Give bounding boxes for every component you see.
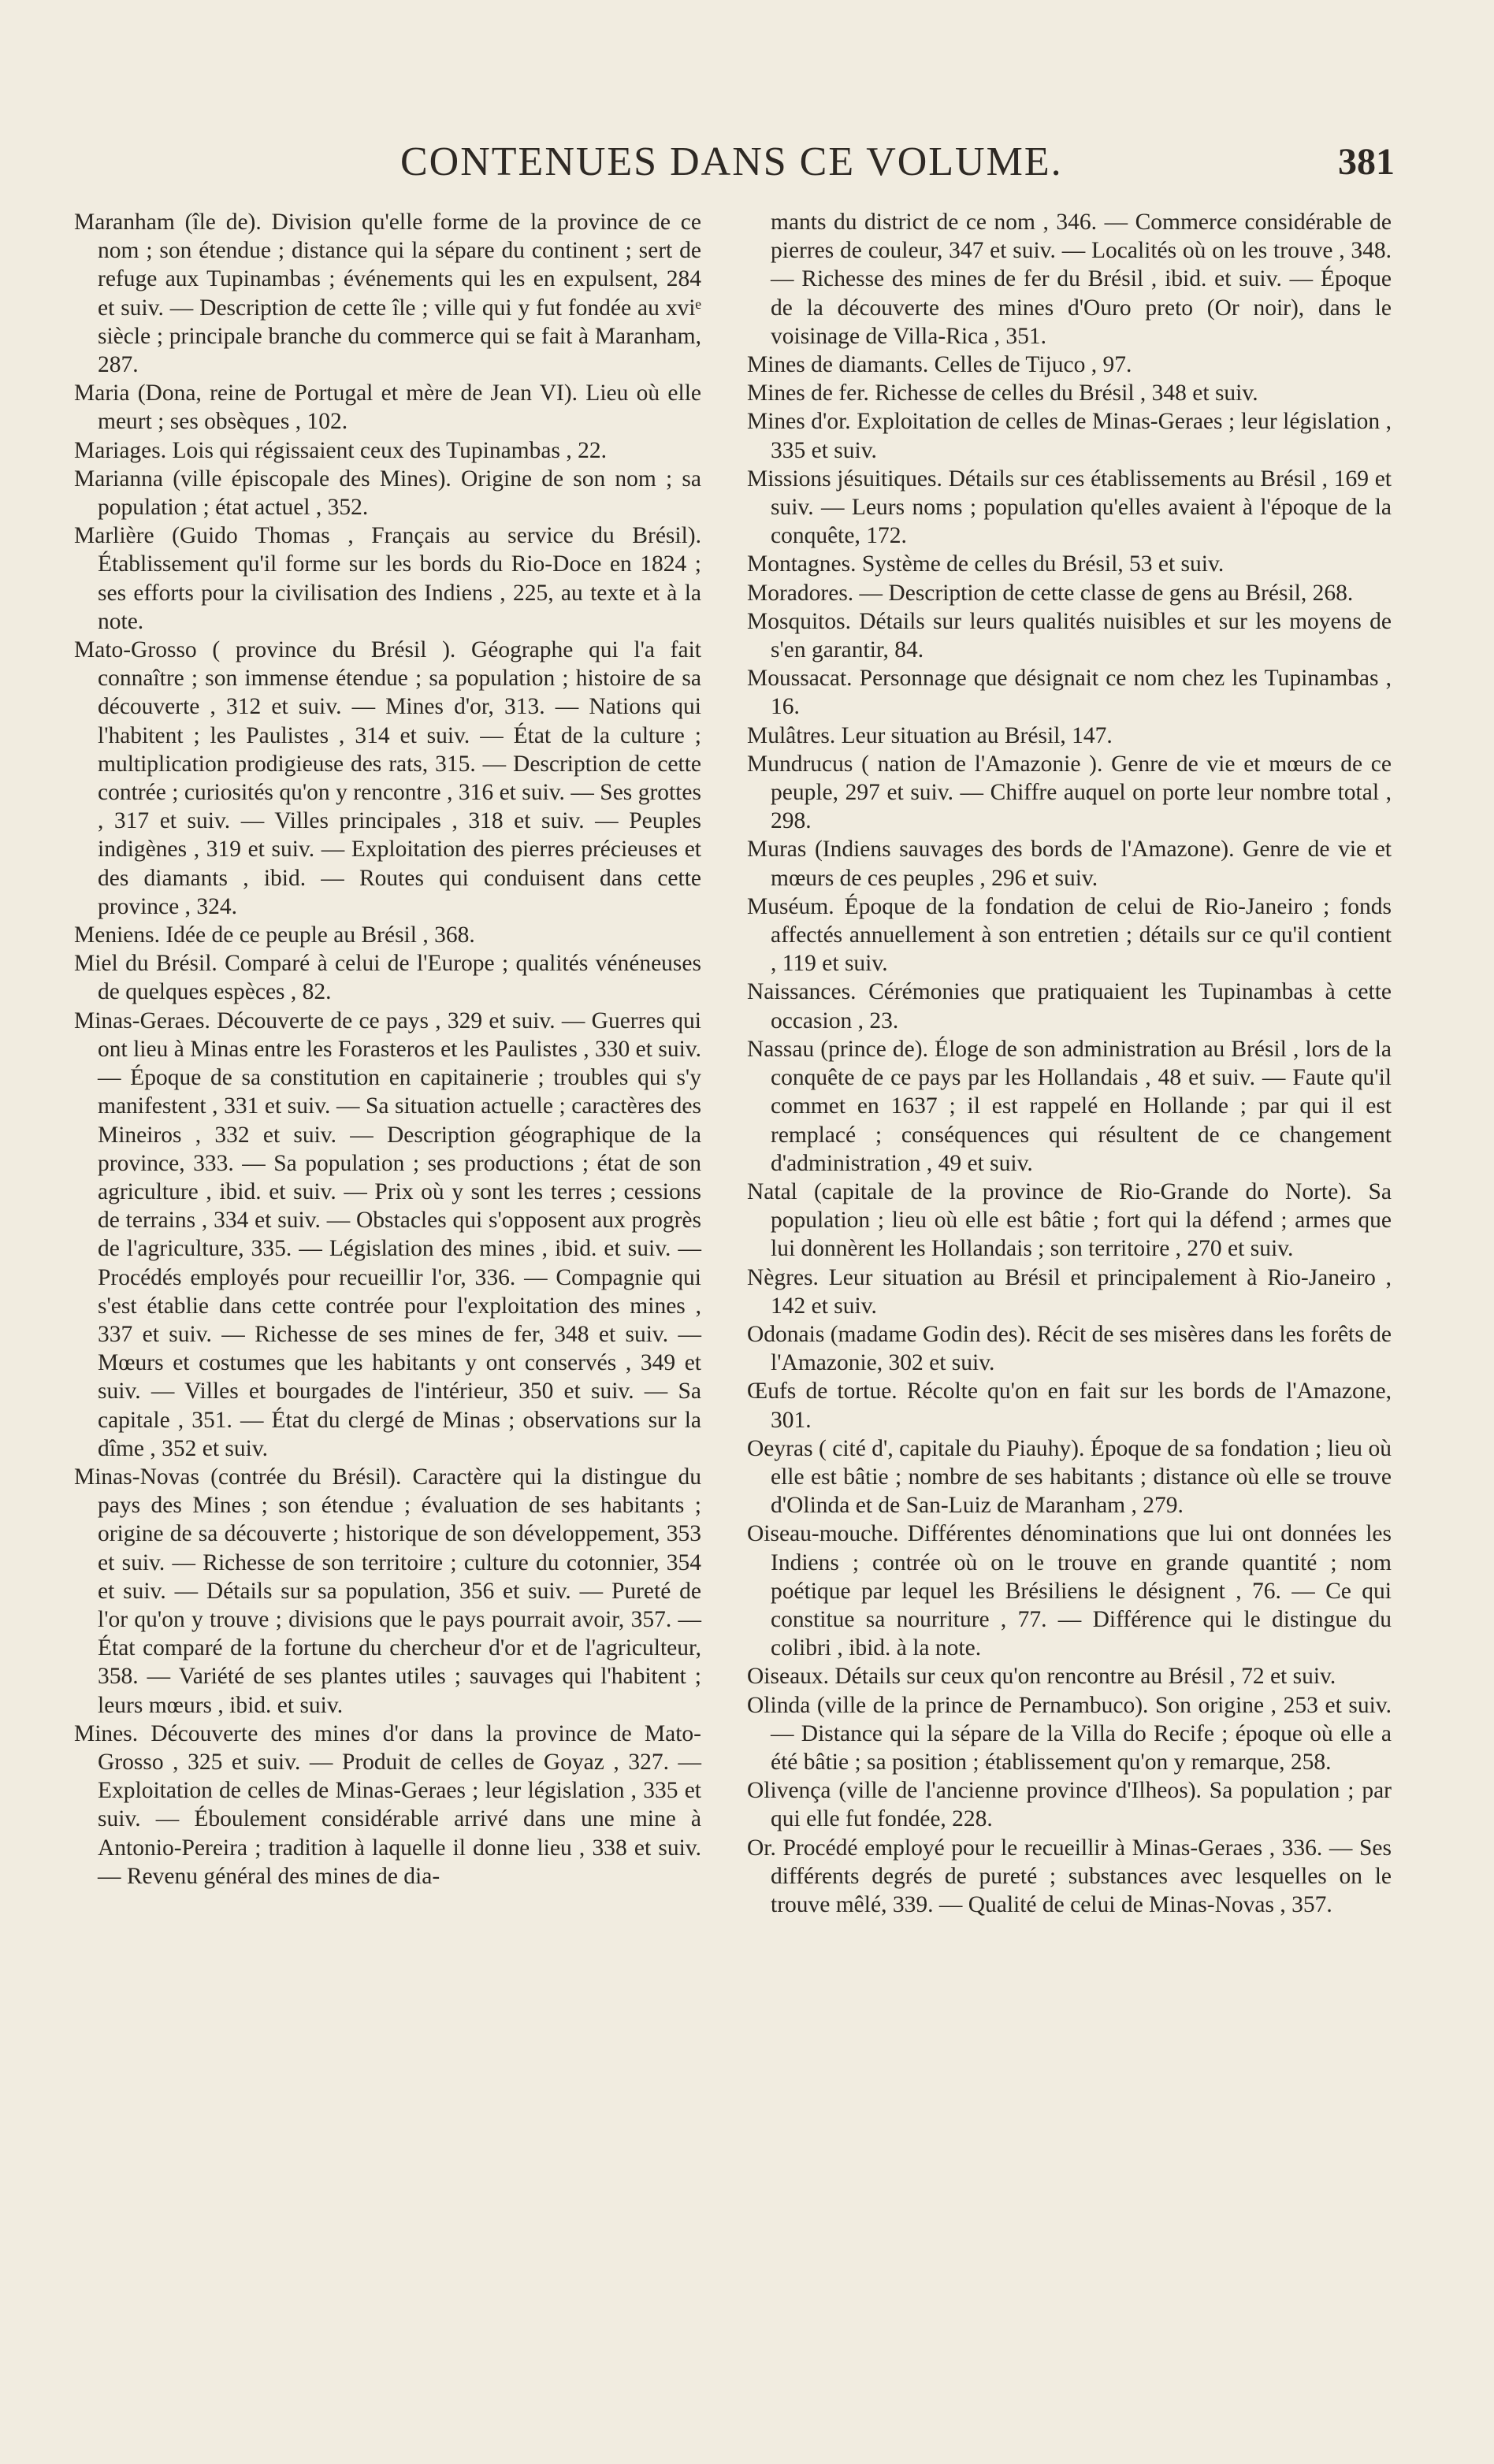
index-entry-olinda: Olinda (ville de la prince de Pernambuco). Son origine , 253 et suiv. — Distance qui la sépare de la Villa do Recife ; époque où elle a été bâtie ; sa position ; établissement qu'on y remarque, 258.	[747, 1692, 1392, 1775]
index-entry-maranham: Maranham (île de). Division qu'elle forme de la province de ce nom ; son étendue ; distance qui la sépare du continent ; sert de refuge aux Tupinambas ; événements qui les en expulsent, 284 et suiv. — Description de cette île ; ville qui y fut fondée au xviᵉ siècle ; principale branche du commerce qui se fait à Maranham, 287.	[74, 210, 701, 378]
index-entry-negres: Nègres. Leur situation au Brésil et principalement à Rio-Janeiro , 142 et suiv.	[747, 1264, 1392, 1319]
index-entry-mines-continued: mants du district de ce nom , 346. — Commerce considérable de pierres de couleur, 347 et suiv. — Localités où on les trouve , 348. — Richesse des mines de fer du Brésil , ibid. et suiv. — Époque de la découverte des mines d'Ouro preto (Or noir), dans le voisinage de Villa-Rica , 351.	[771, 210, 1392, 349]
index-entry-olivenca: Olivença (ville de l'ancienne province d'Ilheos). Sa population ; par qui elle fut fondée, 228.	[747, 1778, 1392, 1832]
index-entry-mines: Mines. Découverte des mines d'or dans la province de Mato-Grosso , 325 et suiv. — Produit de celles de Goyaz , 327. — Exploitation de celles de Minas-Geraes ; leur législation , 335 et suiv. — Éboulement considérable arrivé dans une mine à Antonio-Pereira ; tradition à laquelle il donne lieu , 338 et suiv. — Revenu général des mines de dia-	[74, 1720, 701, 1889]
index-entry-maria: Maria (Dona, reine de Portugal et mère de Jean VI). Lieu où elle meurt ; ses obsèques , 102.	[74, 380, 701, 435]
index-entry-odonais: Odonais (madame Godin des). Récit de ses misères dans les forêts de l'Amazonie, 302 et suiv.	[747, 1321, 1392, 1376]
index-entry-marliere: Marlière (Guido Thomas , Français au service du Brésil). Établissement qu'il forme sur les bords du Rio-Doce en 1824 ; ses efforts pour la civilisation des Indiens , 225, au texte et à la note.	[74, 523, 701, 634]
index-entry-mulatres: Mulâtres. Leur situation au Brésil, 147.	[747, 722, 1113, 748]
index-entry-oiseaux: Oiseaux. Détails sur ceux qu'on rencontre au Brésil , 72 et suiv.	[747, 1664, 1336, 1690]
index-column-left	[74, 208, 701, 1891]
index-entry-meniens: Meniens. Idée de ce peuple au Brésil , 368.	[74, 922, 475, 948]
index-entry-moussacat: Moussacat. Personnage que désignait ce nom chez les Tupinambas , 16.	[747, 666, 1392, 720]
index-entry-oiseau-mouche: Oiseau-mouche. Différentes dénominations que lui ont données les Indiens ; contrée où on le trouve en grande quantité ; nom poétique par lequel les Brésiliens le désignent , 76. — Ce qui constitue sa nourriture , 77. — Différence qui le distingue du colibri , ibid. à la note.	[747, 1521, 1392, 1661]
index-entry-minas-novas: Minas-Novas (contrée du Brésil). Caractère qui la distingue du pays des Mines ; son étendue ; évaluation de ses habitants ; origine de sa découverte ; historique de son développement, 353 et suiv. — Richesse de son territoire ; culture du cotonnier, 354 et suiv. — Détails sur sa population, 356 et suiv. — Pureté de l'or qu'on y trouve ; divisions que le pays pourrait avoir, 357. — État comparé de la fortune du chercheur d'or et de l'agriculteur, 358. — Variété de ses plantes utiles ; sauvages qui l'habitent ; leurs mœurs , ibid. et suiv.	[74, 1464, 701, 1718]
index-entry-moradores: Moradores. — Description de cette classe de gens au Brésil, 268.	[747, 580, 1354, 606]
index-entry-muras: Muras (Indiens sauvages des bords de l'Amazone). Genre de vie et mœurs de ces peuples , 296 et suiv.	[747, 837, 1392, 891]
index-entry-naissances: Naissances. Cérémonies que pratiquaient les Tupinambas à cette occasion , 23.	[747, 979, 1392, 1033]
index-column-right	[747, 208, 1392, 1919]
index-entry-montagnes: Montagnes. Système de celles du Brésil, 53 et suiv.	[747, 551, 1225, 577]
index-entry-mato-grosso: Mato-Grosso ( province du Brésil ). Géographe qui l'a fait connaître ; son immense étendue ; sa population ; histoire de sa découverte , 312 et suiv. — Mines d'or, 313. — Nations qui l'habitent ; les Paulistes , 314 et suiv. — État de la culture ; multiplication prodigieuse des rats, 315. — Description de cette contrée ; curiosités qu'on y rencontre , 316 et suiv. — Ses grottes , 317 et suiv. — Villes principales , 318 et suiv. — Peuples indigènes , 319 et suiv. — Exploitation des pierres précieuses et des diamants , ibid. — Routes qui conduisent dans cette province , 324.	[74, 637, 701, 919]
index-entry-mines-de-diamants: Mines de diamants. Celles de Tijuco , 97.	[747, 352, 1132, 378]
index-entry-nassau: Nassau (prince de). Éloge de son administration au Brésil , lors de la conquête de ce pays par les Hollandais , 48 et suiv. — Faute qu'il commet en 1637 ; il est rappelé en Hollande ; par qui il est remplacé ; conséquences qui résultent de ce changement d'administration , 49 et suiv.	[747, 1036, 1392, 1176]
index-entry-museum: Muséum. Époque de la fondation de celui de Rio-Janeiro ; fonds affectés annuellement à son entretien ; détails sur ce qu'il contient , 119 et suiv.	[747, 893, 1392, 977]
page-number: 381	[1338, 141, 1395, 183]
running-header	[71, 139, 1395, 194]
index-entry-missions: Missions jésuitiques. Détails sur ces établissements au Brésil , 169 et suiv. — Leurs noms ; population qu'elles avaient à l'époque de la conquête, 172.	[747, 466, 1392, 549]
index-entry-mariages: Mariages. Lois qui régissaient ceux des Tupinambas , 22.	[74, 437, 607, 463]
index-entry-minas-geraes: Minas-Geraes. Découverte de ce pays , 329 et suiv. — Guerres qui ont lieu à Minas entre les Forasteros et les Paulistes , 330 et suiv. — Époque de sa constitution en capitainerie ; troubles qui s'y manifestent , 331 et suiv. — Sa situation actuelle ; caractères des Mineiros , 332 et suiv. — Description géographique de la province, 333. — Sa population ; ses productions ; état de son agriculture , ibid. et suiv. — Prix où y sont les terres ; cessions de terrains , 334 et suiv. — Obstacles qui s'opposent aux progrès de l'agriculture, 335. — Législation des mines , ibid. et suiv. — Procédés employés pour recueillir l'or, 336. — Compagnie qui s'est établie dans cette contrée pour l'exploitation des mines , 337 et suiv. — Richesse de ses mines de fer, 348 et suiv. — Mœurs et costumes que les habitants y ont conservés , 349 et suiv. — Villes et bourgades de l'intérieur, 350 et suiv. — Sa capitale , 351. — État du clergé de Minas ; observations sur la dîme , 352 et suiv.	[74, 1007, 701, 1461]
index-entry-natal: Natal (capitale de la province de Rio-Grande do Norte). Sa population ; lieu où elle est bâtie ; fort qui la défend ; armes que lui donnèrent les Hollandais ; son territoire , 270 et suiv.	[747, 1178, 1392, 1262]
index-entry-oeyras: Oeyras ( cité d', capitale du Piauhy). Époque de sa fondation ; lieu où elle est bâtie ; nombre de ses habitants ; distance où elle se trouve d'Olinda et de San-Luiz de Maranham , 279.	[747, 1435, 1392, 1519]
index-entry-mosquitos: Mosquitos. Détails sur leurs qualités nuisibles et sur les moyens de s'en garantir, 84.	[747, 608, 1392, 663]
index-entry-mundrucus: Mundrucus ( nation de l'Amazonie ). Genre de vie et mœurs de ce peuple, 297 et suiv. — Chiffre auquel on porte leur nombre total , 298.	[747, 751, 1392, 834]
index-entry-marianna: Marianna (ville épiscopale des Mines). Origine de son nom ; sa population ; état actuel , 352.	[74, 466, 701, 521]
index-entry-mines-de-fer: Mines de fer. Richesse de celles du Brésil , 348 et suiv.	[747, 380, 1258, 406]
running-header-title: CONTENUES DANS CE VOLUME.	[400, 139, 1063, 184]
index-entry-oeufs: Œufs de tortue. Récolte qu'on en fait sur les bords de l'Amazone, 301.	[747, 1379, 1392, 1433]
index-entry-mines-d-or: Mines d'or. Exploitation de celles de Minas-Geraes ; leur législation , 335 et suiv.	[747, 409, 1392, 463]
index-entry-or: Or. Procédé employé pour le recueillir à Minas-Geraes , 336. — Ses différents degrés de pureté ; substances avec lesquelles on le trouve mêlé, 339. — Qualité de celui de Minas-Novas , 357.	[747, 1835, 1392, 1917]
index-entry-miel: Miel du Brésil. Comparé à celui de l'Europe ; qualités vénéneuses de quelques espèces , 82.	[74, 951, 701, 1005]
